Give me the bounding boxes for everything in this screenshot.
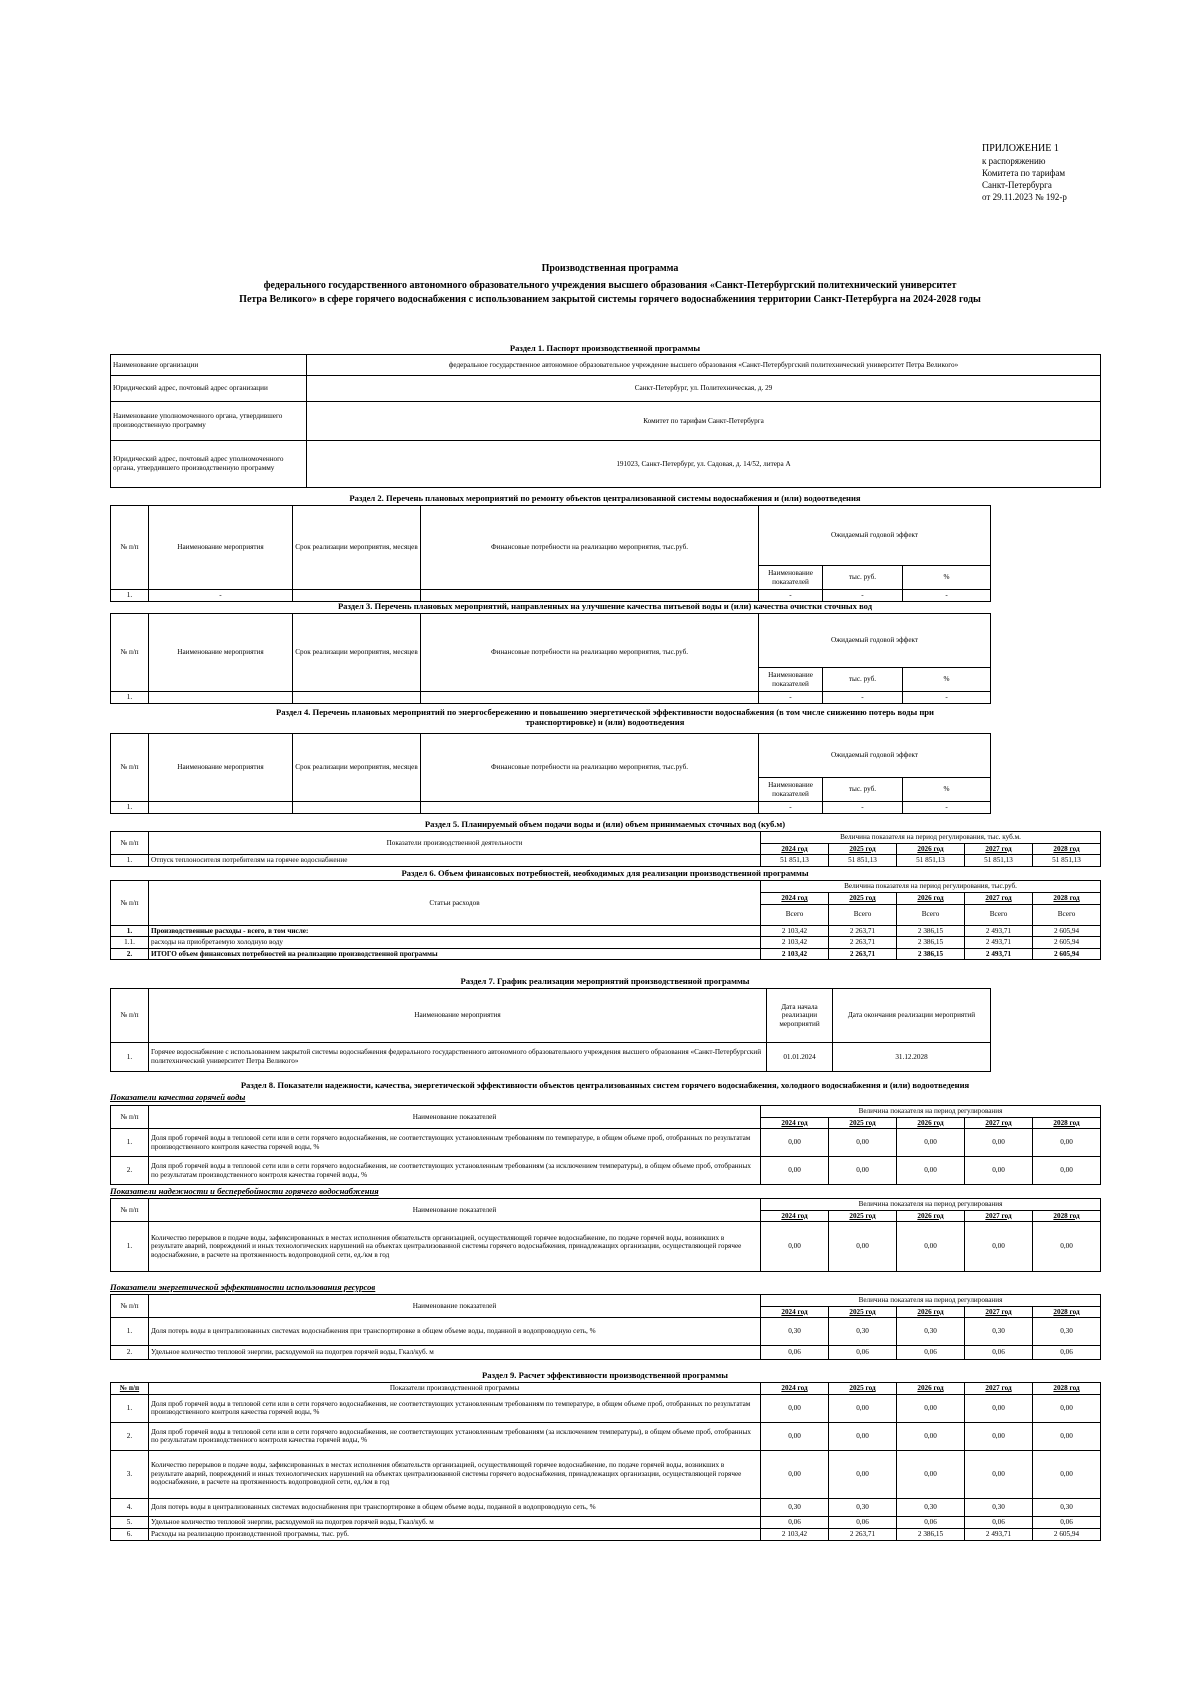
col-name: Наименование мероприятия [149, 506, 293, 590]
cell: 0,00 [829, 1450, 897, 1498]
cell: 2 386,15 [897, 925, 965, 937]
year-header: 2025 год [829, 1117, 897, 1129]
col-group: Величина показателя на период регулирования, тыс.руб. [761, 881, 1101, 893]
section-8-quality-table [110, 1105, 1101, 1185]
table-row [111, 1450, 1101, 1498]
col-pct: % [903, 778, 991, 802]
section-5-table [110, 831, 1101, 867]
year-header: 2027 год [965, 1306, 1033, 1318]
cell: 0,00 [897, 1422, 965, 1450]
cell [149, 802, 293, 814]
section-4-heading [110, 707, 1100, 727]
cell: Расходы на реализацию производственной программы, тыс. руб. [149, 1528, 761, 1540]
cell: 2 386,15 [897, 937, 965, 949]
cell [421, 590, 759, 602]
year-header: 2027 год [965, 1210, 1033, 1222]
col-rub: тыс. руб. [823, 566, 903, 590]
cell: 0,00 [761, 1129, 829, 1157]
year-header: 2028 год [1033, 1210, 1101, 1222]
year-header: 2024 год [761, 1306, 829, 1318]
col-indicator: Показатели производственной деятельности [149, 832, 761, 855]
col-name: Наименование мероприятия [149, 614, 293, 692]
col-end: Дата окончания реализации мероприятий [833, 989, 991, 1043]
col-ind: Наименование показателей [759, 778, 823, 802]
year-header: 2026 год [897, 843, 965, 855]
section-1-table [110, 354, 1101, 488]
cell: 0,30 [1033, 1318, 1101, 1346]
table-row [111, 937, 1101, 949]
cell: - [149, 590, 293, 602]
cell: 2 493,71 [965, 948, 1033, 960]
row-label: Наименование уполномоченного органа, утвердившего производственную программу [111, 402, 307, 441]
col-num: № п/п [111, 1199, 149, 1222]
cell: 0,00 [965, 1129, 1033, 1157]
title-line-3: Петра Великого» в сфере горячего водоснабжения с использованием закрытой системы горячего водоснабжениия территории Санкт-Петербурга на 2024-2028 годы [239, 294, 981, 305]
table-row [111, 355, 1101, 376]
table-row [111, 1528, 1101, 1540]
cell: - [903, 802, 991, 814]
section-4-heading-line-2: транспортировке) и (или) водоотведения [525, 717, 685, 727]
cell: 51 851,13 [965, 855, 1033, 867]
year-header: 2025 год [829, 892, 897, 904]
total-header: Всего [1033, 904, 1101, 925]
col-name: Наименование мероприятия [149, 989, 767, 1043]
table-row [111, 376, 1101, 402]
cell: - [759, 802, 823, 814]
col-rub: тыс. руб. [823, 778, 903, 802]
cell [149, 692, 293, 704]
section-6-heading: Раздел 6. Объем финансовых потребностей, необходимых для реализации производственной программы [401, 868, 809, 878]
row-label: Юридический адрес, почтовый адрес организации [111, 376, 307, 402]
col-fin: Финансовые потребности на реализацию мероприятия, тыс.руб. [421, 506, 759, 590]
cell: 2 263,71 [829, 925, 897, 937]
cell: - [759, 590, 823, 602]
section-6-table [110, 880, 1101, 960]
year-header: 2026 год [897, 892, 965, 904]
subsection-reliability: Показатели надежности и бесперебойности горячего водоснабжения [110, 1186, 379, 1196]
cell: Удельное количество тепловой энергии, расходуемой на подогрев горячей воды, Гкал/куб. м [149, 1516, 761, 1528]
cell: 2 103,42 [761, 937, 829, 949]
section-1-heading: Раздел 1. Паспорт производственной программы [509, 343, 701, 353]
year-header: 2025 год [829, 1306, 897, 1318]
col-rub: тыс. руб. [823, 668, 903, 692]
cell: 0,00 [965, 1157, 1033, 1185]
cell: 0,30 [761, 1498, 829, 1516]
cell: 6. [111, 1528, 149, 1540]
cell: 2 493,71 [965, 925, 1033, 937]
col-num: № п/п [111, 1295, 149, 1318]
cell [421, 802, 759, 814]
col-num: № п/п [111, 989, 149, 1043]
cell: 2 386,15 [897, 948, 965, 960]
cell [293, 692, 421, 704]
cell: 1. [111, 1129, 149, 1157]
table-row [111, 925, 1101, 937]
section-3-table [110, 613, 991, 704]
col-effect: Ожидаемый годовой эффект [759, 734, 991, 778]
cell: 0,00 [897, 1222, 965, 1272]
cell: 1. [111, 1394, 149, 1422]
col-indicator: Показатели производственной программы [149, 1383, 761, 1395]
cell: 0,30 [761, 1318, 829, 1346]
cell: 1. [111, 925, 149, 937]
table-row [111, 1394, 1101, 1422]
cell: 2. [111, 1422, 149, 1450]
cell: Доля проб горячей воды в тепловой сети или в сети горячего водоснабжения, не соответствующих установленным требованиям по температуре, в общем объеме проб, отобранных по результатам производственного контроля качества горячей воды, % [149, 1394, 761, 1422]
col-pct: % [903, 668, 991, 692]
appendix-line: от 29.11.2023 № 192-р [982, 192, 1067, 202]
cell: 0,00 [897, 1129, 965, 1157]
cell: 0,30 [829, 1498, 897, 1516]
col-fin: Финансовые потребности на реализацию мероприятия, тыс.руб. [421, 734, 759, 802]
section-4-heading-line-1: Раздел 4. Перечень плановых мероприятий по энергосбережению и повышению энергетической эффективности водоснабжения (в том числе снижению потерь воды при [275, 707, 935, 717]
cell: 2 493,71 [965, 937, 1033, 949]
cell: Горячее водоснабжение с использованием закрытой системы водоснабжения федерального государственного автономного образовательного учреждения высшего образования «Санкт-Петербургский политехнический университет Петра Великого» [149, 1043, 767, 1072]
table-row [111, 590, 991, 602]
cell: 2 386,15 [897, 1528, 965, 1540]
cell: - [903, 692, 991, 704]
table-row [111, 1043, 991, 1072]
cell: Производственные расходы - всего, в том числе: [149, 925, 761, 937]
section-9-heading: Раздел 9. Расчет эффективности производственной программы [482, 1370, 728, 1380]
cell: 0,00 [965, 1222, 1033, 1272]
cell: ИТОГО объем финансовых потребностей на реализацию производственной программы [149, 948, 761, 960]
cell: 0,00 [965, 1422, 1033, 1450]
cell: 2 103,42 [761, 1528, 829, 1540]
cell: 2. [111, 1157, 149, 1185]
cell: 0,06 [1033, 1346, 1101, 1360]
year-header: 2028 год [1033, 1383, 1101, 1395]
cell: 0,06 [965, 1346, 1033, 1360]
cell: 01.01.2024 [767, 1043, 833, 1072]
col-indicator: Наименование показателей [149, 1199, 761, 1222]
cell: 51 851,13 [829, 855, 897, 867]
col-num: № п/п [111, 1106, 149, 1129]
col-group: Величина показателя на период регулирования [761, 1106, 1101, 1118]
total-header: Всего [965, 904, 1033, 925]
year-header: 2026 год [897, 1306, 965, 1318]
cell: 0,00 [829, 1394, 897, 1422]
table-row [111, 802, 991, 814]
cell: 0,06 [829, 1346, 897, 1360]
col-effect: Ожидаемый годовой эффект [759, 506, 991, 566]
cell: 2 605,94 [1033, 948, 1101, 960]
document-title [130, 262, 1090, 307]
table-row [111, 948, 1101, 960]
year-header: 2024 год [761, 843, 829, 855]
cell: 2. [111, 1346, 149, 1360]
col-group: Величина показателя на период регулирования, тыс. куб.м. [761, 832, 1101, 844]
year-header: 2027 год [965, 1383, 1033, 1395]
table-row [111, 1157, 1101, 1185]
year-header: 2027 год [965, 892, 1033, 904]
col-term: Срок реализации мероприятия, месяцев [293, 734, 421, 802]
cell: - [823, 590, 903, 602]
col-num: № п/п [111, 881, 149, 926]
cell: 1. [111, 1043, 149, 1072]
cell: 0,30 [897, 1498, 965, 1516]
cell: Доля потерь воды в централизованных системах водоснабжения при транспортировке в общем объеме воды, поданной в водопроводную сеть, % [149, 1498, 761, 1516]
cell: 1. [111, 802, 149, 814]
year-header: 2027 год [965, 843, 1033, 855]
cell: 0,00 [829, 1222, 897, 1272]
cell: 1. [111, 590, 149, 602]
cell: 2 605,94 [1033, 937, 1101, 949]
col-indicator: Наименование показателей [149, 1106, 761, 1129]
cell [421, 692, 759, 704]
cell: 0,00 [1033, 1450, 1101, 1498]
col-num: № п/п [111, 734, 149, 802]
cell: 31.12.2028 [833, 1043, 991, 1072]
section-8-energy-table [110, 1294, 1101, 1360]
title-line-1: Производственная программа [541, 263, 679, 274]
cell: 0,00 [1033, 1222, 1101, 1272]
cell: 2 605,94 [1033, 1528, 1101, 1540]
table-row [111, 692, 991, 704]
section-5-heading: Раздел 5. Планируемый объем подачи воды и (или) объем принимаемых сточных вод (куб.м) [424, 819, 786, 829]
col-pct: % [903, 566, 991, 590]
year-header: 2028 год [1033, 1306, 1101, 1318]
cell: Доля проб горячей воды в тепловой сети или в сети горячего водоснабжения, не соответствующих установленным требованиям (за исключением температуры), в общем объеме проб, отобранных по результатам производственного контроля качества горячей воды, % [149, 1422, 761, 1450]
appendix-line: Комитета по тарифам [982, 168, 1066, 178]
cell: 0,00 [761, 1394, 829, 1422]
table-row [111, 1516, 1101, 1528]
col-ind: Наименование показателей [759, 566, 823, 590]
cell: 0,00 [1033, 1394, 1101, 1422]
cell: 0,00 [897, 1450, 965, 1498]
cell: 3. [111, 1450, 149, 1498]
cell: 1. [111, 1318, 149, 1346]
cell [293, 590, 421, 602]
subsection-quality: Показатели качества горячей воды [110, 1092, 246, 1102]
table-row [111, 855, 1101, 867]
cell: 0,06 [761, 1346, 829, 1360]
col-term: Срок реализации мероприятия, месяцев [293, 614, 421, 692]
cell: 5. [111, 1516, 149, 1528]
cell: 1. [111, 692, 149, 704]
col-start: Дата начала реализации мероприятий [767, 989, 833, 1043]
col-fin: Финансовые потребности на реализацию мероприятия, тыс.руб. [421, 614, 759, 692]
cell: 1. [111, 855, 149, 867]
cell: - [823, 802, 903, 814]
cell: 0,30 [965, 1318, 1033, 1346]
cell: Доля потерь воды в централизованных системах водоснабжения при транспортировке в общем объеме воды, поданной в водопроводную сеть, % [149, 1318, 761, 1346]
cell: 0,00 [829, 1129, 897, 1157]
row-value: Санкт-Петербург, ул. Политехническая, д. 29 [307, 376, 1101, 402]
section-8-heading: Раздел 8. Показатели надежности, качества, энергетической эффективности объектов централизованных систем горячего водоснабжения, холодного водоснабжения и (или) водоотведения [240, 1080, 970, 1090]
section-8-reliability-table [110, 1198, 1101, 1272]
row-value: Комитет по тарифам Санкт-Петербурга [307, 402, 1101, 441]
cell: 1. [111, 1222, 149, 1272]
cell: 0,00 [829, 1157, 897, 1185]
cell: 2 103,42 [761, 925, 829, 937]
section-4-table [110, 733, 991, 814]
cell: 51 851,13 [761, 855, 829, 867]
col-ind: Наименование показателей [759, 668, 823, 692]
cell: Удельное количество тепловой энергии, расходуемой на подогрев горячей воды, Гкал/куб. м [149, 1346, 761, 1360]
col-group: Величина показателя на период регулирования [761, 1295, 1101, 1307]
year-header: 2024 год [761, 1117, 829, 1129]
cell: 2 605,94 [1033, 925, 1101, 937]
section-2-table [110, 505, 991, 602]
cell: 0,00 [761, 1422, 829, 1450]
cell: - [823, 692, 903, 704]
cell: 0,30 [829, 1318, 897, 1346]
cell: 0,00 [1033, 1422, 1101, 1450]
cell: 0,00 [761, 1157, 829, 1185]
table-row [111, 1422, 1101, 1450]
col-num: № п/п [111, 614, 149, 692]
table-row [111, 1222, 1101, 1272]
col-name: Наименование мероприятия [149, 734, 293, 802]
cell: 0,06 [965, 1516, 1033, 1528]
cell: Количество перерывов в подаче воды, зафиксированных в местах исполнения обязательств организацией, осуществляющей горячее водоснабжение, по подаче горячей воды, возникших в результате аварий, повреждений и иных технологических нарушений на объектах централизованной системы горячего водоснабжения, принадлежащих организации, осуществляющей горячее водоснабжение, в расчете на протяженность водопроводной сети, ед./км в год [149, 1450, 761, 1498]
cell: 0,00 [761, 1222, 829, 1272]
cell: Количество перерывов в подаче воды, зафиксированных в местах исполнения обязательств организацией, осуществляющей горячее водоснабжение, по подаче горячей воды, возникших в результате аварий, повреждений и иных технологических нарушений на объектах централизованной системы горячего водоснабжения, принадлежащих организации, осуществляющей горячее водоснабжение, в расчете на протяженность водопроводной сети, ед./км в год [149, 1222, 761, 1272]
section-2-heading: Раздел 2. Перечень плановых мероприятий по ремонту объектов централизованной системы водоснабжения и (или) водоотведения [349, 493, 861, 503]
appendix-line: Санкт-Петербурга [982, 180, 1052, 190]
year-header: 2028 год [1033, 892, 1101, 904]
section-3-heading: Раздел 3. Перечень плановых мероприятий, направленных на улучшение качества питьевой воды и (или) качества очистки сточных вод [337, 601, 873, 611]
cell: 0,30 [897, 1318, 965, 1346]
cell: 1.1. [111, 937, 149, 949]
cell [293, 802, 421, 814]
cell: 4. [111, 1498, 149, 1516]
cell: 0,30 [965, 1498, 1033, 1516]
cell: 0,00 [897, 1394, 965, 1422]
row-value: 191023, Санкт-Петербург, ул. Садовая, д. 14/52, литера А [307, 441, 1101, 488]
section-7-table [110, 988, 991, 1072]
table-row [111, 402, 1101, 441]
col-effect: Ожидаемый годовой эффект [759, 614, 991, 668]
row-label: Юридический адрес, почтовый адрес уполномоченного органа, утвердившего производственную программу [111, 441, 307, 488]
cell: 2 263,71 [829, 948, 897, 960]
cell: 2. [111, 948, 149, 960]
table-row [111, 1318, 1101, 1346]
section-7-heading: Раздел 7. График реализации мероприятий производственной программы [460, 976, 750, 986]
cell: 2 263,71 [829, 937, 897, 949]
cell: 0,06 [897, 1516, 965, 1528]
cell: 0,00 [1033, 1157, 1101, 1185]
title-line-2: федерального государственного автономного образовательного учреждения высшего образования «Санкт-Петербургский политехнический университет [263, 280, 957, 291]
total-header: Всего [761, 904, 829, 925]
cell: 0,30 [1033, 1498, 1101, 1516]
total-header: Всего [897, 904, 965, 925]
year-header: 2025 год [829, 1383, 897, 1395]
col-article: Статьи расходов [149, 881, 761, 926]
table-row [111, 441, 1101, 488]
cell: 2 103,42 [761, 948, 829, 960]
cell: 0,06 [1033, 1516, 1101, 1528]
row-label: Наименование организации [111, 355, 307, 376]
table-row [111, 1498, 1101, 1516]
table-row [111, 1346, 1101, 1360]
section-9-table [110, 1382, 1101, 1541]
cell: 2 263,71 [829, 1528, 897, 1540]
col-num: № п/п [111, 832, 149, 855]
col-term: Срок реализации мероприятия, месяцев [293, 506, 421, 590]
row-value: федеральное государственное автономное образовательное учреждение высшего образования «Санкт-Петербургский политехнический университет Петра Великого» [307, 355, 1101, 376]
col-indicator: Наименование показателей [149, 1295, 761, 1318]
subsection-energy: Показатели энергетической эффективности использования ресурсов [110, 1282, 376, 1292]
col-num: № п/п [111, 1383, 149, 1395]
year-header: 2025 год [829, 843, 897, 855]
year-header: 2026 год [897, 1117, 965, 1129]
table-row [111, 1129, 1101, 1157]
col-num: № п/п [111, 506, 149, 590]
cell: - [759, 692, 823, 704]
year-header: 2024 год [761, 1383, 829, 1395]
cell: 0,06 [761, 1516, 829, 1528]
col-group: Величина показателя на период регулирования [761, 1199, 1101, 1211]
cell: Доля проб горячей воды в тепловой сети или в сети горячего водоснабжения, не соответствующих установленным требованиям (за исключением температуры), в общем объеме проб, отобранных по результатам производственного контроля качества горячей воды, % [149, 1157, 761, 1185]
year-header: 2028 год [1033, 1117, 1101, 1129]
cell: 0,00 [1033, 1129, 1101, 1157]
year-header: 2028 год [1033, 843, 1101, 855]
cell: 0,00 [965, 1450, 1033, 1498]
year-header: 2026 год [897, 1210, 965, 1222]
cell: расходы на приобретаемую холодную воду [149, 937, 761, 949]
cell: 2 493,71 [965, 1528, 1033, 1540]
cell: 51 851,13 [1033, 855, 1101, 867]
cell: Доля проб горячей воды в тепловой сети или в сети горячего водоснабжения, не соответствующих установленным требованиям по температуре, в общем объеме проб, отобранных по результатам производственного контроля качества горячей воды, % [149, 1129, 761, 1157]
appendix-line: к распоряжению [982, 156, 1046, 166]
cell: 0,00 [761, 1450, 829, 1498]
year-header: 2024 год [761, 1210, 829, 1222]
cell: Отпуск теплоносителя потребителям на горячее водоснабжение [149, 855, 761, 867]
year-header: 2025 год [829, 1210, 897, 1222]
total-header: Всего [829, 904, 897, 925]
cell: 0,06 [897, 1346, 965, 1360]
appendix-title: ПРИЛОЖЕНИЕ 1 [982, 143, 1059, 154]
cell: 0,00 [829, 1422, 897, 1450]
appendix-block [982, 143, 1067, 203]
year-header: 2024 год [761, 892, 829, 904]
cell: 0,00 [965, 1394, 1033, 1422]
year-header: 2027 год [965, 1117, 1033, 1129]
cell: 51 851,13 [897, 855, 965, 867]
cell: 0,00 [897, 1157, 965, 1185]
cell: - [903, 590, 991, 602]
cell: 0,06 [829, 1516, 897, 1528]
year-header: 2026 год [897, 1383, 965, 1395]
